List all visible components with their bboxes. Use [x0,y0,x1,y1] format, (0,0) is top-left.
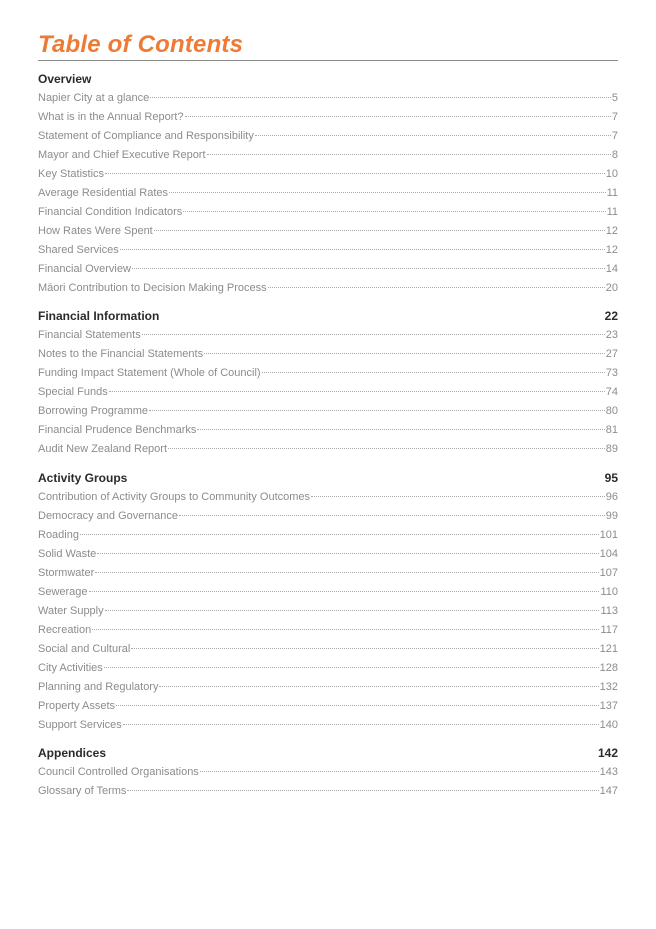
section-heading[interactable] [38,70,618,89]
toc-entry[interactable] [38,763,618,782]
toc-entry-page: 143 [599,766,618,778]
toc-entry-page: 12 [605,225,618,237]
toc-entry-page: 81 [605,424,618,436]
toc-entry[interactable] [38,697,618,716]
toc-entry-label: Democracy and Governance [38,510,179,522]
toc-entry-page: 20 [605,282,618,294]
toc-entry-label: Special Funds [38,386,108,398]
toc-entry-label: Māori Contribution to Decision Making Process [38,282,267,294]
toc-entry-label: Financial Overview [38,263,131,275]
section-heading-label: Activity Groups [38,471,128,485]
toc-entry-label: Napier City at a glance [38,92,150,104]
toc-entry-page: 10 [605,168,618,180]
toc-entry-page: 113 [600,605,618,617]
toc-entry-page: 7 [611,130,618,142]
toc-entry[interactable] [38,678,618,697]
dot-leader [116,705,599,706]
toc-entry-label: Solid Waste [38,548,97,560]
toc-entry[interactable] [38,260,618,279]
dot-leader [142,334,605,335]
toc-entry-label: Property Assets [38,700,116,712]
toc-entry-label: Planning and Regulatory [38,681,159,693]
dot-leader [179,515,605,516]
toc-entry-page: 128 [599,662,618,674]
dot-leader [185,116,611,117]
dot-leader [268,287,605,288]
toc-entry[interactable] [38,127,618,146]
page-title: Table of Contents [38,31,244,58]
dot-leader [200,771,599,772]
toc-entry[interactable] [38,507,618,526]
dot-leader [149,410,605,411]
toc-entry-label: Notes to the Financial Statements [38,348,204,360]
toc-entry-page: 11 [606,206,618,218]
toc-entry-label: Key Statistics [38,168,105,180]
dot-leader [255,135,611,136]
toc-entry-label: Financial Statements [38,329,141,341]
toc-entry-label: Contribution of Activity Groups to Community Outcomes [38,491,311,503]
toc-entry-page: 80 [605,405,618,417]
toc-entry-page: 140 [599,719,618,731]
toc-entry-page: 104 [599,548,618,560]
toc-entry-page: 89 [605,443,618,455]
toc-entry-label: Social and Cultural [38,643,131,655]
toc-section [38,744,618,801]
toc-entry[interactable] [38,640,618,659]
toc-entry-page: 14 [605,263,618,275]
section-heading[interactable] [38,469,618,488]
dot-leader [159,686,598,687]
toc-section [38,307,618,459]
toc-entry[interactable] [38,345,618,364]
toc-entry-label: Sewerage [38,586,88,598]
dot-leader [197,429,604,430]
dot-leader [169,192,606,193]
dot-leader [109,391,605,392]
dot-leader [262,372,605,373]
toc-entry-label: Financial Prudence Benchmarks [38,424,197,436]
dot-leader [150,97,611,98]
toc-entry-page: 27 [605,348,618,360]
toc-entry[interactable] [38,241,618,260]
section-heading[interactable] [38,744,618,763]
toc-entry-label: Glossary of Terms [38,785,127,797]
toc-entry[interactable] [38,402,618,421]
dot-leader [95,572,598,573]
toc-entry-page: 110 [600,586,618,598]
toc-entry-label: Borrowing Programme [38,405,149,417]
toc-entry[interactable] [38,279,618,298]
toc-entry-label: Financial Condition Indicators [38,206,183,218]
dot-leader [168,448,605,449]
toc-entry[interactable] [38,383,618,402]
toc-body [38,70,618,801]
toc-entry[interactable] [38,526,618,545]
toc-entry-label: Roading [38,529,79,541]
toc-entry[interactable] [38,222,618,241]
toc-entry-page: 7 [611,111,618,123]
toc-entry-label: Recreation [38,624,92,636]
section-heading[interactable] [38,307,618,326]
toc-entry-page: 23 [605,329,618,341]
toc-entry-page: 8 [611,149,618,161]
toc-entry[interactable] [38,146,618,165]
toc-entry[interactable] [38,564,618,583]
toc-entry[interactable] [38,326,618,345]
dot-leader [131,648,598,649]
toc-entry-label: Funding Impact Statement (Whole of Council) [38,367,261,379]
toc-entry[interactable] [38,602,618,621]
toc-entry-page: 132 [599,681,618,693]
toc-entry[interactable] [38,545,618,564]
toc-entry[interactable] [38,621,618,640]
toc-entry-page: 73 [605,367,618,379]
toc-entry-label: Mayor and Chief Executive Report [38,149,206,161]
section-heading-label: Overview [38,72,92,86]
toc-entry-page: 147 [599,785,618,797]
section-heading-page: 95 [604,471,618,485]
toc-entry[interactable] [38,716,618,735]
toc-entry-page: 5 [611,92,618,104]
dot-leader [183,211,605,212]
toc-page [38,30,618,801]
dot-leader [97,553,598,554]
toc-entry-page: 11 [606,187,618,199]
toc-entry-label: Audit New Zealand Report [38,443,168,455]
toc-entry-page: 74 [605,386,618,398]
toc-entry[interactable] [38,184,618,203]
dot-leader [311,496,605,497]
toc-entry-label: Support Services [38,719,122,731]
toc-entry[interactable] [38,89,618,108]
dot-leader [123,724,599,725]
toc-entry[interactable] [38,583,618,602]
toc-entry-label: Shared Services [38,244,119,256]
dot-leader [154,230,605,231]
toc-entry-label: What is in the Annual Report? [38,111,184,123]
toc-entry-page: 117 [600,624,618,636]
section-heading-label: Financial Information [38,309,160,323]
toc-entry-page: 137 [599,700,618,712]
dot-leader [104,667,599,668]
toc-entry[interactable] [38,364,618,383]
dot-leader [120,249,605,250]
toc-entry-page: 12 [605,244,618,256]
dot-leader [127,790,598,791]
toc-section [38,469,618,735]
toc-entry-label: Water Supply [38,605,104,617]
dot-leader [105,610,600,611]
toc-entry-label: Stormwater [38,567,95,579]
toc-entry[interactable] [38,165,618,184]
toc-entry-page: 101 [599,529,618,541]
dot-leader [105,173,605,174]
toc-entry[interactable] [38,108,618,127]
section-heading-label: Appendices [38,746,107,760]
toc-entry-page: 96 [605,491,618,503]
toc-entry-label: City Activities [38,662,103,674]
dot-leader [92,629,599,630]
toc-section [38,70,618,298]
dot-leader [89,591,600,592]
toc-entry-page: 99 [605,510,618,522]
toc-entry[interactable] [38,659,618,678]
dot-leader [80,534,599,535]
toc-entry-page: 121 [599,643,618,655]
toc-entry[interactable] [38,421,618,440]
toc-entry-label: Statement of Compliance and Responsibility [38,130,254,142]
section-heading-page: 22 [604,309,618,323]
toc-entry[interactable] [38,488,618,507]
title-underline [38,60,618,61]
toc-entry-label: How Rates Were Spent [38,225,153,237]
section-heading-page: 142 [597,746,618,760]
dot-leader [204,353,605,354]
toc-entry-page: 107 [599,567,618,579]
toc-entry[interactable] [38,782,618,801]
dot-leader [207,154,611,155]
toc-entry[interactable] [38,440,618,459]
toc-entry-label: Council Controlled Organisations [38,766,199,778]
toc-entry[interactable] [38,203,618,222]
toc-entry-label: Average Residential Rates [38,187,169,199]
dot-leader [132,268,605,269]
